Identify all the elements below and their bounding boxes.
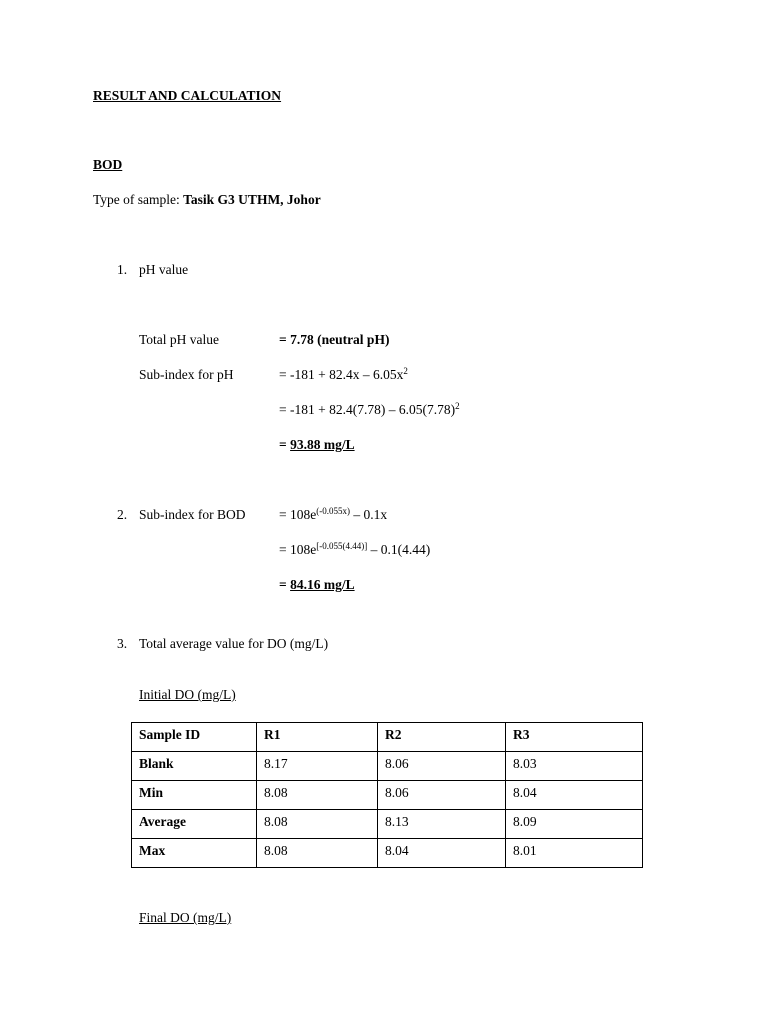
item-number-3: 3. <box>117 636 128 651</box>
table-cell: 8.08 <box>257 810 378 839</box>
bod-result <box>279 577 355 593</box>
table-cell: 8.04 <box>378 839 506 868</box>
table-cell: 8.01 <box>506 839 643 868</box>
ph-result-value: 93.88 mg/L <box>290 437 355 452</box>
table-header-cell: Sample ID <box>132 723 257 752</box>
table-cell: 8.17 <box>257 752 378 781</box>
final-do-caption: Final DO (mg/L) <box>139 910 232 925</box>
bod-equation-2-exponent: [-0.055(4.44)] <box>316 541 368 551</box>
bod-result-prefix: = <box>279 577 291 592</box>
bod-equation-1-post: – 0.1x <box>349 507 388 522</box>
page-title: RESULT AND CALCULATION <box>93 88 282 103</box>
bod-equation-1-pre: = 108e <box>279 507 317 522</box>
sample-type-label: Type of sample: <box>93 192 184 207</box>
table-cell: 8.13 <box>378 810 506 839</box>
item-number-2: 2. <box>117 507 128 522</box>
bod-equation-2-pre: = 108e <box>279 542 317 557</box>
table-header-cell: R2 <box>378 723 506 752</box>
table-cell: 8.03 <box>506 752 643 781</box>
table-cell: 8.04 <box>506 781 643 810</box>
bod-equation-2-post: – 0.1(4.44) <box>367 542 431 557</box>
ph-equation-1-exponent: 2 <box>403 366 408 376</box>
ph-equation-2-main: = -181 + 82.4(7.78) – 6.05(7.78) <box>279 402 456 417</box>
ph-equation-2-exponent: 2 <box>455 401 460 411</box>
table-cell: 8.08 <box>257 839 378 868</box>
item-number-1: 1. <box>117 262 128 277</box>
table-header-cell: R1 <box>257 723 378 752</box>
ph-equation-1-main: = -181 + 82.4x – 6.05x <box>279 367 404 382</box>
bod-equation-2 <box>279 542 430 558</box>
item-title-do: Total average value for DO (mg/L) <box>139 636 329 651</box>
initial-do-table <box>131 722 643 868</box>
sample-type <box>93 192 321 208</box>
table-cell: 8.06 <box>378 752 506 781</box>
total-ph-value: = 7.78 (neutral pH) <box>279 332 390 347</box>
ph-equation-2 <box>279 402 460 418</box>
table-row-label: Blank <box>132 752 257 781</box>
bod-equation-1-exponent: (-0.055x) <box>316 506 350 516</box>
ph-equation-1 <box>279 367 408 383</box>
table-cell: 8.06 <box>378 781 506 810</box>
table-row <box>132 839 643 868</box>
section-title: BOD <box>93 157 123 172</box>
bod-result-value: 84.16 mg/L <box>290 577 355 592</box>
item-title-ph: pH value <box>139 262 189 277</box>
bod-equation-1 <box>279 507 387 523</box>
sample-type-value: Tasik G3 UTHM, Johor <box>183 192 321 207</box>
initial-do-caption: Initial DO (mg/L) <box>139 687 236 702</box>
total-ph-label: Total pH value <box>139 332 220 347</box>
ph-result-prefix: = <box>279 437 291 452</box>
table-row-label: Min <box>132 781 257 810</box>
item-title-bod: Sub-index for BOD <box>139 507 246 522</box>
table-cell: 8.09 <box>506 810 643 839</box>
table-header-cell: R3 <box>506 723 643 752</box>
table-row <box>132 781 643 810</box>
table-row-label: Average <box>132 810 257 839</box>
table-cell: 8.08 <box>257 781 378 810</box>
table-row <box>132 810 643 839</box>
table-header-row <box>132 723 643 752</box>
table-row-label: Max <box>132 839 257 868</box>
ph-result <box>279 437 355 453</box>
table-row <box>132 752 643 781</box>
ph-subindex-label: Sub-index for pH <box>139 367 234 382</box>
